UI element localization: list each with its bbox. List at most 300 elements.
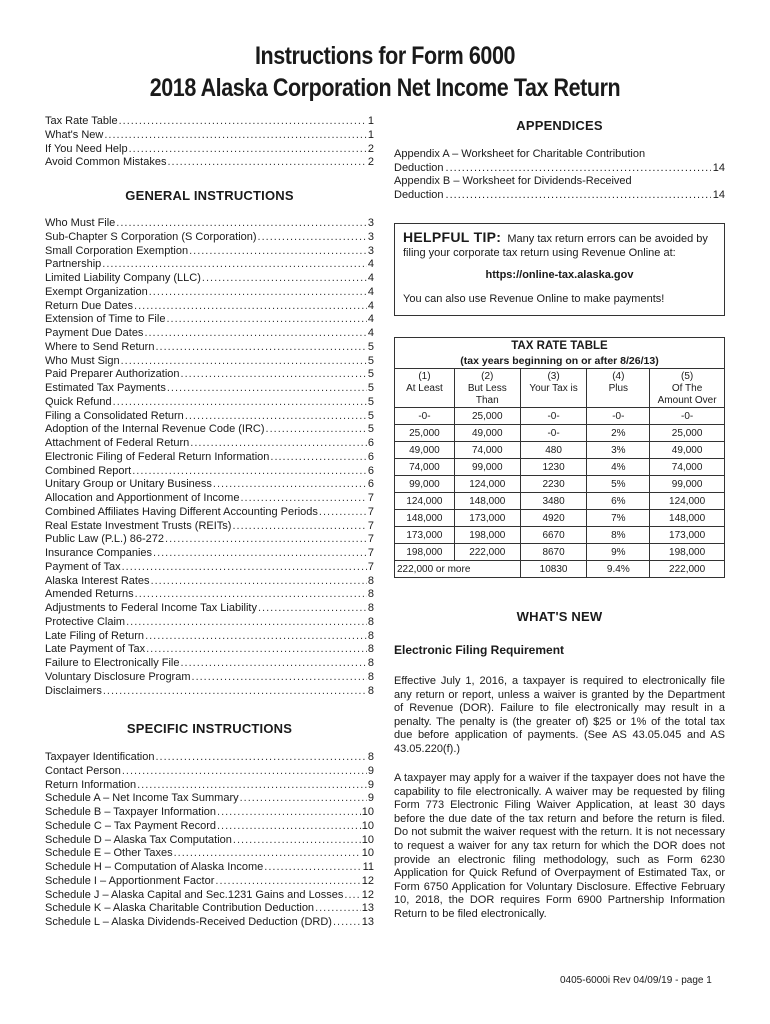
toc-entry-label: Combined Report [45,464,132,477]
document-title-line2: 2018 Alaska Corporation Net Income Tax Return [149,74,621,102]
tax-table-cell: -0- [520,425,587,442]
tax-table-cell: 49,000 [395,442,455,459]
toc-entry-page: 6 [367,478,374,491]
toc-entry [45,245,374,259]
toc-entry-page: 5 [367,340,374,353]
toc-entry-label: Amended Returns [45,588,134,601]
leader-dots [233,834,361,848]
helpful-tip-text1: Many tax return errors can be avoided by [507,233,708,245]
toc-entry [45,355,374,369]
toc-entry-page: 8 [367,629,374,642]
toc-entry [45,889,374,903]
toc-entry [45,129,374,143]
tax-table-header-line2: Amount Over [657,395,717,406]
toc-entry-label: Return Information [45,778,137,791]
leader-dots [319,506,367,520]
tax-table-cell: 99,000 [650,476,725,493]
toc-entry-label: Attachment of Federal Return [45,437,190,449]
leader-dots [146,643,367,657]
tax-table-cell: 5% [587,476,650,493]
toc-entry-label: Late Filing of Return [45,629,145,642]
leader-dots [134,300,367,314]
leader-dots [149,286,367,300]
general-instructions-heading: GENERAL INSTRUCTIONS [125,188,294,203]
toc-entry [45,902,374,916]
tax-table-cell: 8670 [520,544,587,561]
toc-entry [45,143,374,157]
toc-entry [45,861,374,875]
tax-table-row [395,510,725,527]
tax-table-row [395,493,725,510]
toc-entry-label: Estimated Tax Payments [45,382,166,394]
toc-top-list [45,115,374,170]
toc-entry-label: Paid Preparer Authorization [45,368,180,381]
tax-table-cell: 148,000 [650,510,725,527]
toc-entry-label: Taxpayer Identification [45,751,155,763]
tax-table-cell: 99,000 [395,476,455,493]
toc-entry-label: Who Must File [45,217,116,229]
toc-entry-page: 5 [367,382,374,394]
leader-dots [185,410,367,424]
toc-entry [45,547,374,561]
tax-table-cell: 148,000 [454,493,520,510]
tax-table-header-cell [587,369,650,408]
toc-entry [45,437,374,451]
leader-dots [446,189,711,203]
tax-table-cell: 124,000 [395,493,455,510]
leader-dots [137,779,367,793]
tax-table-header-cell [454,369,520,408]
toc-entry [45,820,374,834]
toc-entry-page: 4 [367,285,374,298]
tax-table-cell: 4920 [520,510,587,527]
tax-table-cell: 10830 [520,561,587,578]
toc-entry-label: Real Estate Investment Trusts (REITs) [45,519,232,532]
helpful-tip-footer: You can also use Revenue Online to make payments! [403,293,665,305]
tax-table-header-line2: Than [475,395,499,406]
whats-new-heading: WHAT'S NEW [516,609,603,624]
specific-instructions-heading: SPECIFIC INSTRUCTIONS [126,721,293,736]
tax-table-cell: 2% [587,425,650,442]
tax-table-row [395,425,725,442]
tax-table-cell: 9.4% [587,561,650,578]
toc-entry-page: 6 [367,437,374,449]
toc-entry-page: 3 [367,244,374,257]
toc-entry [45,313,374,327]
leader-dots [116,217,367,231]
toc-entry [45,602,374,616]
appendices-list [394,148,725,202]
general-instructions-section [45,217,374,698]
tax-table-cell: 173,000 [454,510,520,527]
toc-entry-label: Return Due Dates [45,299,134,312]
leader-dots [104,129,367,143]
leader-dots [181,368,367,382]
toc-entry-label: Late Payment of Tax [45,643,146,656]
toc-entry-page: 5 [367,423,374,436]
document-title-line1: Instructions for Form 6000 [254,42,516,70]
toc-entry-label: Schedule A – Net Income Tax Summary [45,792,239,805]
tax-table-cell: 222,000 [650,561,725,578]
leader-dots [446,162,711,176]
toc-entry-page: 8 [367,657,374,669]
leader-dots [213,478,367,492]
toc-entry-page: 5 [367,395,374,408]
toc-entry-label: Insurance Companies [45,547,153,559]
toc-entry-page: 4 [367,327,374,339]
toc-entry-page: 1 [367,128,374,141]
tax-table-cell: 198,000 [454,527,520,544]
leader-dots [174,847,361,861]
leader-dots [153,547,367,561]
leader-dots [166,313,366,327]
toc-entry-label: Avoid Common Mistakes [45,156,167,169]
tax-table-row [395,561,725,578]
toc-entry-page: 4 [367,313,374,326]
whats-new-paragraph-2: A taxpayer may apply for a waiver if the taxpayer does not have the capability to file electronically. A waiver may be requested by filing Form 773 Electronic Filing Waiver Application, at least 30 days before the due date of the tax return and before the return is filed. Do not submit the waiver request with the return. It is not necessary to request a waiver for any tax return for which the DOR does not provide an electronic filing methodology, such as Form 6230 Application for Quick Refund of Overpayment of Estimated Tax, or Form 6750 Application for Voluntary Disclosure. Effective February 10, 2018, the DOR requires Form 6900 Partnership Information Return to be filed electronically. [394,772,725,920]
toc-entry-label: Protective Claim [45,615,126,628]
toc-entry-page: 6 [367,464,374,477]
leader-dots [167,382,367,396]
appendix-a-page: 14 [712,161,725,174]
tax-table-cell: 49,000 [454,425,520,442]
whats-new-paragraph-1: Effective July 1, 2016, a taxpayer is required to electronically file any return or report, unless a waiver is granted by the Department of Revenue (DOR). Failure to file electronically may result in a penalty. The penalty is (the greater of) $25 or 1% of the total tax due before application of payments. (See AS 43.05.045 and AS 43.05.220(f).) [394,675,725,755]
appendix-b-entry [394,189,725,203]
toc-entry-label: Contact Person [45,764,121,777]
leader-dots [217,820,361,834]
toc-entry-label: What's New [45,128,104,141]
leader-dots [258,602,367,616]
tax-table-row [395,544,725,561]
toc-entry-page: 4 [367,272,374,284]
toc-entry-page: 6 [367,450,374,463]
tax-table-cell: 6670 [520,527,587,544]
toc-entry-page: 10 [361,847,374,860]
leader-dots [126,616,367,630]
leader-dots [122,561,367,575]
tax-table-cell: -0- [395,408,455,425]
toc-entry-label: Disclaimers [45,684,102,697]
toc-entry [45,258,374,272]
tax-table-cell: 3480 [520,493,587,510]
tax-table-cell: 198,000 [395,544,455,561]
toc-entry [45,765,374,779]
leader-dots [215,875,360,889]
toc-entry-label: Schedule E – Other Taxes [45,847,173,860]
tax-table-header-cell [395,369,455,408]
toc-entry [45,561,374,575]
toc-entry-page: 12 [361,874,374,887]
toc-entry-page: 4 [367,258,374,271]
toc-entry [45,847,374,861]
tax-table-cell: 25,000 [650,425,725,442]
toc-entry [45,410,374,424]
toc-entry [45,657,374,671]
toc-entry-page: 2 [367,142,374,155]
toc-entry-page: 8 [367,751,374,763]
tax-table-row [395,527,725,544]
toc-entry-label: Schedule L – Alaska Dividends-Received Deduction (DRD) [45,916,332,928]
toc-entry-label: If You Need Help [45,142,128,155]
toc-entry [45,616,374,630]
tax-table-cell: 124,000 [650,493,725,510]
leader-dots [103,685,367,699]
tax-table-header-num: (4) [612,371,625,382]
toc-entry-page: 7 [367,519,374,532]
leader-dots [266,423,367,437]
toc-entry-page: 9 [367,778,374,791]
tax-table-cell: 74,000 [454,442,520,459]
tax-table-header-line1: Of The [671,383,703,394]
toc-entry [45,341,374,355]
tax-table-header-num: (3) [547,371,560,382]
toc-entry-label: Limited Liability Company (LLC) [45,272,201,284]
toc-entry-page: 4 [367,299,374,312]
toc-entry [45,533,374,547]
electronic-filing-subheading: Electronic Filing Requirement [394,643,565,657]
leader-dots [113,396,367,410]
toc-entry-label: Exempt Organization [45,285,148,298]
leader-dots [240,492,366,506]
toc-entry-page: 13 [361,916,374,928]
leader-dots [264,861,361,875]
leader-dots [315,902,361,916]
helpful-tip-box [394,223,725,316]
tax-table-header-cell [650,369,725,408]
specific-instructions-list [45,751,374,930]
toc-entry [45,792,374,806]
toc-entry-label: Schedule H – Computation of Alaska Income [45,861,264,873]
toc-entry-page: 5 [367,409,374,422]
leader-dots [102,258,367,272]
leader-dots [270,451,366,465]
toc-entry-label: Alaska Interest Rates [45,574,150,587]
helpful-tip-heading: HELPFUL TIP: [403,229,502,245]
tax-table-cell: -0- [587,408,650,425]
toc-entry [45,300,374,314]
toc-entry [45,916,374,930]
toc-entry-page: 5 [367,354,374,367]
leader-dots [217,806,361,820]
toc-entry-page: 10 [361,833,374,846]
tax-table-cell: 173,000 [395,527,455,544]
toc-entry-page: 3 [367,230,374,243]
toc-entry [45,520,374,534]
toc-entry-label: Adjustments to Federal Income Tax Liability [45,602,257,614]
appendix-a-entry [394,162,725,176]
leader-dots [192,671,367,685]
toc-entry-label: Payment Due Dates [45,327,144,339]
appendix-a-title: Appendix A – Worksheet for Charitable Contribution [394,148,646,160]
tax-table-cell: 222,000 [454,544,520,561]
toc-entry [45,834,374,848]
toc-entry-page: 7 [367,505,374,518]
toc-entry-label: Unitary Group or Unitary Business [45,478,212,491]
appendix-b-title: Appendix B – Worksheet for Dividends-Received [394,175,632,187]
tax-table-header-num: (1) [418,371,431,382]
appendix-a-label: Deduction [394,161,444,174]
toc-entry [45,156,374,170]
leader-dots [151,575,367,589]
toc-entry [45,231,374,245]
leader-dots [165,533,367,547]
toc-entry-label: Partnership [45,258,102,271]
tax-table-row [395,459,725,476]
leader-dots [122,765,367,779]
leader-dots [232,520,366,534]
toc-entry-page: 5 [367,368,374,381]
toc-entry-label: Schedule K – Alaska Charitable Contribution Deduction [45,902,315,915]
tax-table-header-num: (2) [481,371,494,382]
tax-table-subcaption: (tax years beginning on or after 8/26/13) [395,354,725,369]
toc-entry-page: 13 [361,902,374,915]
leader-dots [189,245,367,259]
tax-table-header-line1: But Less [467,383,507,394]
appendix-b-page: 14 [712,188,725,201]
toc-entry [45,492,374,506]
tax-table-cell: 25,000 [454,408,520,425]
toc-entry-page: 10 [361,819,374,832]
toc-entry [45,396,374,410]
tax-table-cell: 6% [587,493,650,510]
toc-entry-page: 9 [367,764,374,777]
toc-entry [45,327,374,341]
leader-dots [132,465,367,479]
toc-entry [45,478,374,492]
toc-entry-label: Schedule J – Alaska Capital and Sec.1231 Gains and Losses [45,888,344,901]
toc-entry-page: 8 [367,615,374,628]
toc-entry [45,751,374,765]
toc-entry [45,286,374,300]
tax-table-cell: 74,000 [650,459,725,476]
general-instructions-list [45,217,374,698]
tax-table-cell: 8% [587,527,650,544]
tax-table-row [395,476,725,493]
toc-entry-label: Voluntary Disclosure Program [45,670,191,683]
toc-top-section [45,115,374,170]
leader-dots [135,588,367,602]
leader-dots [144,327,366,341]
toc-entry [45,382,374,396]
leader-dots [333,916,361,930]
tax-table-header-line1: Plus [608,383,629,394]
leader-dots [167,156,366,170]
toc-entry-page: 10 [361,806,374,818]
toc-entry [45,575,374,589]
appendices-heading: APPENDICES [516,118,603,133]
toc-entry-page: 12 [361,888,374,901]
toc-entry [45,368,374,382]
revenue-online-link[interactable]: https://online-tax.alaska.gov [485,269,634,281]
toc-entry-label: Schedule B – Taxpayer Information [45,806,217,818]
toc-entry-label: Schedule I – Apportionment Factor [45,874,215,887]
leader-dots [190,437,367,451]
tax-table-cell: 74,000 [395,459,455,476]
leader-dots [145,630,367,644]
tax-rate-table [394,337,725,578]
toc-entry-label: Schedule D – Alaska Tax Computation [45,833,232,846]
toc-entry-page: 8 [367,643,374,656]
toc-entry-page: 9 [367,792,374,805]
tax-table-header-line1: At Least [406,383,443,394]
tax-table-header-cell [520,369,587,408]
leader-dots [121,355,367,369]
toc-entry-page: 8 [367,684,374,697]
toc-entry [45,423,374,437]
toc-entry-label: Allocation and Apportionment of Income [45,492,240,504]
tax-table-header-line1: Your Tax is [529,383,578,394]
toc-entry [45,685,374,699]
toc-entry [45,806,374,820]
tax-table-cell: -0- [520,408,587,425]
toc-entry [45,465,374,479]
tax-table-cell: -0- [650,408,725,425]
toc-entry [45,671,374,685]
toc-entry-label: Who Must Sign [45,354,120,367]
tax-table-cell: 49,000 [650,442,725,459]
tax-table-cell: 198,000 [650,544,725,561]
toc-entry [45,588,374,602]
page-footer: 0405-6000i Rev 04/09/19 - page 1 [560,975,712,986]
toc-entry-page: 8 [367,588,374,601]
toc-entry-page: 3 [367,217,374,229]
toc-entry [45,643,374,657]
toc-entry [45,217,374,231]
specific-instructions-section [45,751,374,930]
toc-entry-label: Small Corporation Exemption [45,244,189,257]
toc-entry [45,272,374,286]
toc-entry [45,506,374,520]
toc-entry-page: 7 [367,547,374,559]
tax-table-cell: 480 [520,442,587,459]
toc-entry-label: Payment of Tax [45,560,121,573]
toc-entry [45,779,374,793]
tax-table-header-num: (5) [680,371,694,382]
toc-entry-page: 8 [367,670,374,683]
leader-dots [258,231,367,245]
toc-entry-page: 7 [367,492,374,504]
toc-entry-page: 7 [367,533,374,546]
toc-entry-page: 1 [367,115,374,127]
tax-table-cell: 173,000 [650,527,725,544]
leader-dots [181,657,367,671]
tax-table-cell: 25,000 [395,425,455,442]
tax-table-cell: 148,000 [395,510,455,527]
tax-table-cell: 9% [587,544,650,561]
leader-dots [202,272,367,286]
leader-dots [240,792,367,806]
tax-table-cell: 222,000 or more [395,561,521,578]
tax-table-caption: TAX RATE TABLE [395,338,725,354]
leader-dots [344,889,360,903]
tax-table-cell: 2230 [520,476,587,493]
toc-entry-label: Extension of Time to File [45,313,166,326]
leader-dots [155,341,366,355]
toc-entry-label: Electronic Filing of Federal Return Information [45,450,270,463]
toc-entry-label: Filing a Consolidated Return [45,409,184,422]
leader-dots [155,751,366,765]
toc-entry-label: Combined Affiliates Having Different Accounting Periods [45,505,318,518]
toc-entry-label: Failure to Electronically File [45,657,180,669]
appendix-b-label: Deduction [394,188,444,201]
toc-entry-page: 7 [367,560,374,573]
tax-table-header-row [395,369,725,408]
toc-entry-page: 8 [367,602,374,614]
toc-entry-label: Schedule C – Tax Payment Record [45,819,216,832]
tax-table-row [395,442,725,459]
toc-entry-label: Quick Refund [45,395,112,408]
toc-entry [45,451,374,465]
